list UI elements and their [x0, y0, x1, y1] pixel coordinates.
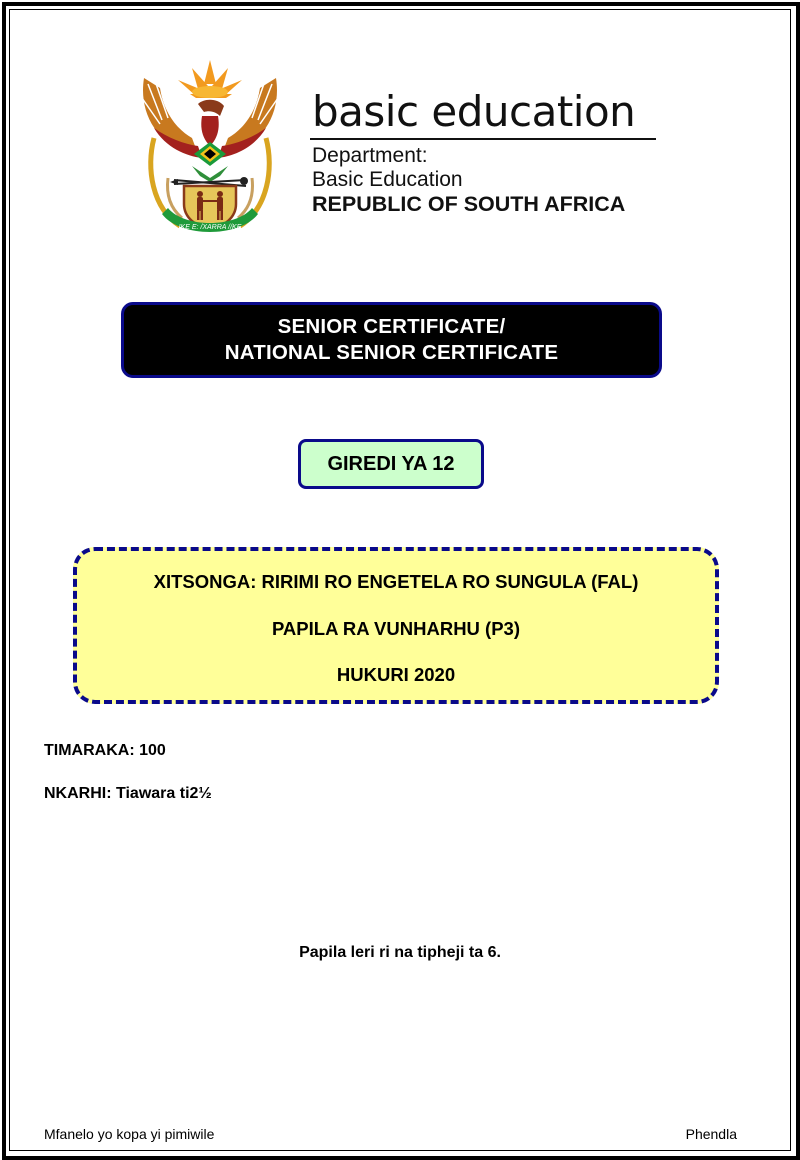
svg-text:!KE E: /XARRA //KE: !KE E: /XARRA //KE [178, 224, 242, 231]
subject-title: XITSONGA: RIRIMI RO ENGETELA RO SUNGULA (FAL) [153, 571, 639, 592]
paper-title: PAPILA RA VUNHARHU (P3) [271, 618, 521, 639]
certificate-banner [121, 302, 662, 378]
page-count-note: Papila leri ri na tipheji ta 6. [299, 944, 501, 961]
grade-label: GIREDI YA 12 [327, 452, 455, 475]
department-name: Basic Education [312, 168, 463, 191]
brand-divider [310, 138, 656, 140]
marks-info: TIMARAKA: 100 [44, 742, 166, 759]
subject-box [73, 547, 719, 704]
country-name: REPUBLIC OF SOUTH AFRICA [312, 192, 626, 216]
exam-session: HUKURI 2020 [336, 664, 456, 685]
copyright-notice: Mfanelo yo kopa yi pimiwile [44, 1126, 215, 1142]
coat-of-arms-icon [140, 58, 280, 236]
grade-badge [298, 439, 484, 489]
department-label: Department: [312, 144, 428, 167]
time-info: NKARHI: Tiawara ti2½ [44, 785, 212, 802]
brand-name: basic education [312, 87, 636, 136]
certificate-line-2: NATIONAL SENIOR CERTIFICATE [224, 341, 559, 364]
certificate-line-1: SENIOR CERTIFICATE/ [277, 315, 506, 338]
brand-block [310, 88, 660, 216]
turn-over-label: Phendla [685, 1126, 737, 1142]
